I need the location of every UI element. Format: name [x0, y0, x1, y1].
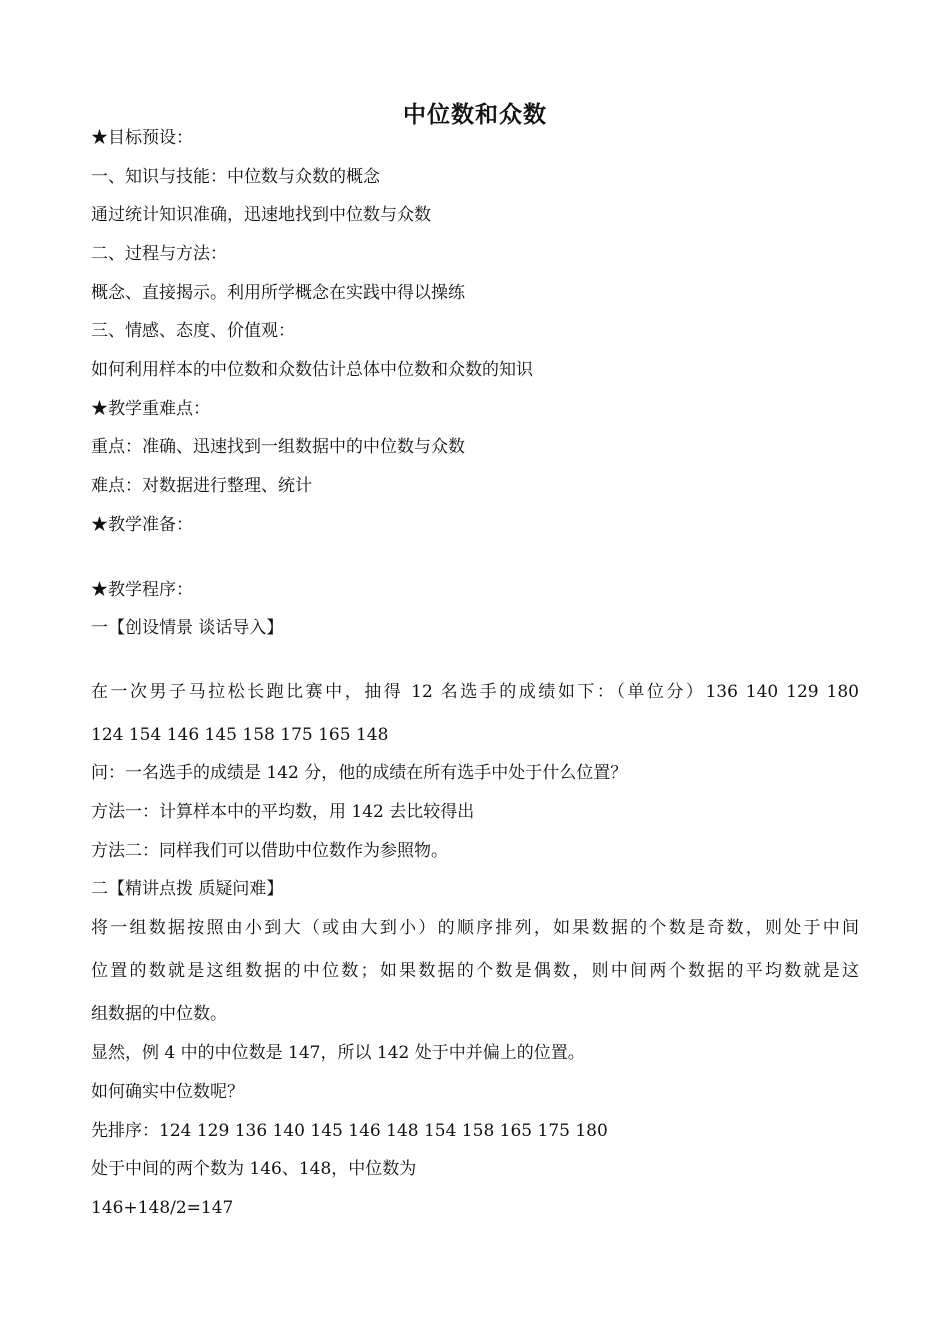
step-two-heading: 二【精讲点拨 质疑问难】 — [91, 879, 284, 899]
goal-process-text: 概念、直接揭示。利用所学概念在实践中得以操练 — [91, 283, 465, 303]
median-definition-line-3: 组数据的中位数。 — [91, 1004, 227, 1024]
goal-values-text: 如何利用样本的中位数和众数估计总体中位数和众数的知识 — [91, 360, 533, 380]
key-point-text: 重点：准确、迅速找到一组数据中的中位数与众数 — [91, 437, 465, 457]
section-heading-preparation: ★教学准备： — [91, 515, 193, 535]
page-title: 中位数和众数 — [403, 101, 547, 128]
middle-values-text: 处于中间的两个数为 146、148，中位数为 — [91, 1159, 417, 1179]
method-two-text: 方法二：同样我们可以借助中位数作为参照物。 — [91, 841, 448, 861]
goal-knowledge-text: 通过统计知识准确，迅速地找到中位数与众数 — [91, 205, 431, 225]
median-formula: 146+148/2=147 — [91, 1198, 234, 1218]
median-definition-line-2: 位置的数就是这组数据的中位数；如果数据的个数是偶数，则中间两个数据的平均数就是这 — [91, 961, 859, 981]
median-definition-line-1: 将一组数据按照由小到大（或由大到小）的顺序排列，如果数据的个数是奇数，则处于中间 — [91, 918, 859, 938]
how-to-find-median-question: 如何确实中位数呢？ — [91, 1082, 244, 1102]
section-heading-key-points: ★教学重难点： — [91, 399, 210, 419]
method-one-text: 方法一：计算样本中的平均数，用 142 去比较得出 — [91, 802, 475, 822]
marathon-problem-text: 在一次男子马拉松长跑比赛中，抽得 12 名选手的成绩如下：（单位分）136 140 129 180 — [91, 682, 859, 702]
section-heading-procedure: ★教学程序： — [91, 580, 193, 600]
goal-knowledge-heading: 一、知识与技能：中位数与众数的概念 — [91, 167, 380, 187]
difficult-point-text: 难点：对数据进行整理、统计 — [91, 476, 312, 496]
goal-process-heading: 二、过程与方法： — [91, 244, 227, 264]
example-conclusion-text: 显然，例 4 中的中位数是 147，所以 142 处于中并偏上的位置。 — [91, 1043, 585, 1063]
section-heading-goals: ★目标预设： — [91, 128, 193, 148]
question-text: 问：一名选手的成绩是 142 分，他的成绩在所有选手中处于什么位置？ — [91, 763, 628, 783]
goal-values-heading: 三、情感、态度、价值观： — [91, 321, 295, 341]
step-one-heading: 一【创设情景 谈话导入】 — [91, 618, 284, 638]
marathon-data-values: 124 154 146 145 158 175 165 148 — [91, 725, 389, 745]
sorted-data-values: 先排序：124 129 136 140 145 146 148 154 158 165 175 180 — [91, 1121, 608, 1141]
